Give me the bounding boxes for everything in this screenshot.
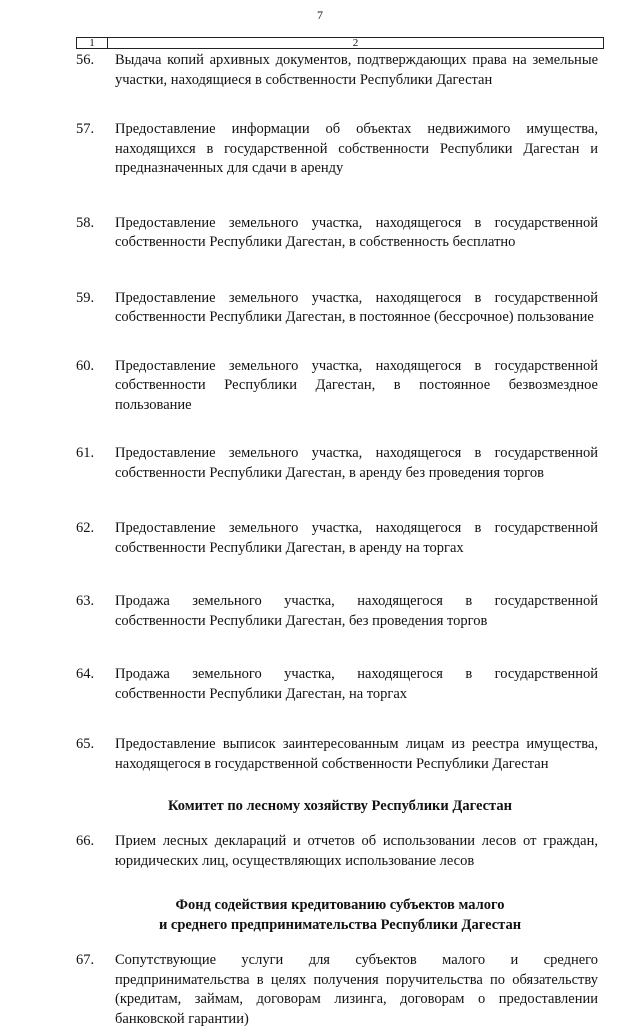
list-item-57 bbox=[0, 120, 640, 179]
item-number: 60. bbox=[76, 357, 95, 374]
item-text: Предоставление информации об объектах недвижимого имущества, находящихся в государственной собственности Республики Дагестан и предназначенных для сдачи в аренду bbox=[115, 121, 598, 176]
item-number: 63. bbox=[76, 593, 95, 609]
item-text: Выдача копий архивных документов, подтверждающих права на земельные участки, находящиеся в собственности Республики Дагестан bbox=[115, 52, 598, 88]
list-item-58 bbox=[0, 214, 640, 253]
item-text: Продажа земельного участка, находящегося в государственной собственности Республики Дагестан, на торгах bbox=[115, 666, 598, 702]
list-item-60 bbox=[0, 357, 640, 416]
item-number: 61. bbox=[76, 445, 95, 461]
page-number: 7 bbox=[317, 8, 323, 22]
list-item-64 bbox=[0, 665, 640, 704]
list-item-59 bbox=[0, 289, 640, 328]
item-text: Предоставление земельного участка, находящегося в государственной собственности Республики Дагестан, в аренду без проведения торгов bbox=[115, 445, 598, 481]
section-heading-fund-line-1: Фонд содействия кредитованию субъектов малого bbox=[175, 897, 505, 913]
item-number: 59. bbox=[76, 289, 95, 306]
table-header-col-2: 2 bbox=[352, 37, 359, 49]
list-item-56 bbox=[0, 51, 640, 90]
item-text: Предоставление земельного участка, находящегося в государственной собственности Республики Дагестан, в аренду на торгах bbox=[115, 520, 598, 556]
item-number: 65. bbox=[76, 736, 95, 752]
item-text: Продажа земельного участка, находящегося в государственной собственности Республики Дагестан, без проведения торгов bbox=[115, 593, 598, 629]
list-item-62 bbox=[0, 519, 640, 558]
item-text: Предоставление земельного участка, находящегося в государственной собственности Республики Дагестан, в постоянное (бессрочное) пользование bbox=[115, 289, 598, 325]
list-item-61 bbox=[0, 444, 640, 483]
list-item-67 bbox=[0, 951, 640, 1029]
section-heading-forestry: Комитет по лесному хозяйству Республики Дагестан bbox=[168, 798, 512, 814]
document-content bbox=[0, 51, 640, 1029]
table-header bbox=[76, 37, 604, 49]
table-header-col-1: 1 bbox=[89, 37, 95, 49]
item-number: 64. bbox=[76, 666, 95, 682]
item-number: 58. bbox=[76, 214, 95, 231]
item-number: 57. bbox=[76, 121, 95, 137]
item-text: Предоставление земельного участка, находящегося в государственной собственности Республики Дагестан, в постоянное безвозмездное пользование bbox=[115, 357, 598, 413]
list-item-63 bbox=[0, 592, 640, 631]
item-text: Сопутствующие услуги для субъектов малого и среднего предпринимательства в целях получения поручительства по обязательству (кредитам, займам, договорам лизинга, договорам о предоставлении банковской гарантии) bbox=[115, 952, 598, 1027]
item-text: Предоставление выписок заинтересованным лицам из реестра имущества, находящегося в государственной собственности Республики Дагестан bbox=[115, 736, 598, 772]
item-text: Предоставление земельного участка, находящегося в государственной собственности Республики Дагестан, в собственность бесплатно bbox=[115, 214, 598, 250]
item-text: Прием лесных деклараций и отчетов об использовании лесов от граждан, юридических лиц, осуществляющих использование лесов bbox=[115, 833, 598, 869]
list-item-65 bbox=[0, 735, 640, 774]
item-number: 62. bbox=[76, 520, 95, 536]
item-number: 56. bbox=[76, 52, 95, 68]
section-heading-fund bbox=[40, 895, 640, 935]
list-item-66 bbox=[0, 832, 640, 871]
section-heading-fund-line-2: и среднего предпринимательства Республики Дагестан bbox=[158, 917, 522, 933]
item-number: 66. bbox=[76, 833, 95, 849]
item-number: 67. bbox=[76, 952, 95, 968]
